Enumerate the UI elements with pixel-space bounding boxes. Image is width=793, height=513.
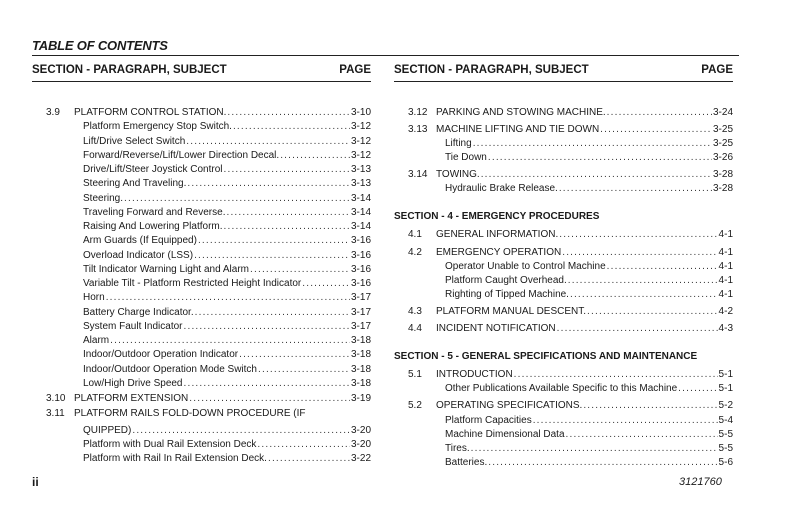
toc-entry-page: 5-1 xyxy=(718,369,733,380)
toc-entry-page: 3-18 xyxy=(350,377,371,389)
toc-entry-number: 3.11 xyxy=(46,408,65,420)
toc-entry[interactable] xyxy=(394,137,733,151)
toc-entry[interactable] xyxy=(32,234,371,248)
toc-entry[interactable] xyxy=(32,163,371,177)
toc-entry[interactable] xyxy=(394,456,733,470)
toc-entry-label: PLATFORM EXTENSION xyxy=(74,393,189,404)
toc-entry-page: 4-1 xyxy=(718,289,733,300)
toc-entry-label: PLATFORM CONTROL STATION. xyxy=(74,107,227,118)
toc-entry-label: Steering And Traveling. xyxy=(83,178,187,190)
toc-entry[interactable] xyxy=(32,249,371,263)
dot-leader xyxy=(302,277,350,291)
toc-entry[interactable] xyxy=(32,106,371,120)
toc-entry-label: EMERGENCY OPERATION xyxy=(436,247,562,258)
toc-entry[interactable] xyxy=(394,288,733,302)
toc-entry[interactable] xyxy=(394,414,733,428)
toc-entry[interactable] xyxy=(32,206,371,220)
toc-entry-label: Indoor/Outdoor Operation Indicator xyxy=(83,349,239,361)
toc-entry-page: 3-12 xyxy=(350,149,371,161)
toc-entry-page: 3-18 xyxy=(350,363,371,375)
dot-leader xyxy=(583,399,717,413)
toc-entry[interactable] xyxy=(32,363,371,377)
toc-entry-label: Steering. xyxy=(83,192,124,204)
dot-leader xyxy=(194,249,350,263)
dot-leader xyxy=(110,334,350,348)
toc-entry[interactable] xyxy=(394,399,733,413)
section-heading[interactable]: SECTION - 4 - EMERGENCY PROCEDURES xyxy=(394,211,600,222)
dot-leader xyxy=(239,348,350,362)
toc-entry[interactable] xyxy=(394,246,733,260)
toc-entry[interactable] xyxy=(394,368,733,382)
dot-leader xyxy=(488,151,712,165)
dot-leader xyxy=(224,163,350,177)
toc-entry-label: Platform Capacities xyxy=(445,415,532,426)
toc-entry-page: 5-6 xyxy=(718,457,733,468)
dot-leader xyxy=(600,123,712,137)
toc-entry[interactable] xyxy=(32,291,371,305)
toc-entry-page: 5-4 xyxy=(718,415,733,426)
toc-entry[interactable] xyxy=(394,168,733,182)
toc-entry-page: 3-17 xyxy=(350,306,371,318)
toc-entry-number: 5.2 xyxy=(408,400,422,411)
toc-entry[interactable] xyxy=(32,220,371,234)
toc-entry-page: 3-18 xyxy=(350,349,371,361)
column-header-subject: SECTION - PARAGRAPH, SUBJECT xyxy=(394,64,589,76)
dot-leader xyxy=(514,368,718,382)
toc-entry[interactable] xyxy=(32,306,371,320)
column-header-divider xyxy=(32,81,371,82)
dot-leader xyxy=(587,305,718,319)
toc-entry-page: 3-19 xyxy=(350,393,371,404)
toc-entry-label: Tilt Indicator Warning Light and Alarm xyxy=(83,263,250,275)
dot-leader xyxy=(607,106,712,120)
toc-entry-page: 3-13 xyxy=(350,178,371,190)
toc-entry[interactable] xyxy=(32,452,371,466)
dot-leader xyxy=(233,120,350,134)
toc-entry[interactable] xyxy=(32,334,371,348)
dot-leader xyxy=(557,322,718,336)
toc-entry-page: 3-24 xyxy=(712,107,733,118)
toc-entry-page: 3-25 xyxy=(712,138,733,149)
dot-leader xyxy=(198,234,350,248)
toc-entry-label: Indoor/Outdoor Operation Mode Switch xyxy=(83,363,257,375)
toc-entry-number: 4.4 xyxy=(408,323,422,334)
dot-leader xyxy=(471,442,718,456)
dot-leader xyxy=(678,382,717,396)
dot-leader xyxy=(124,192,350,206)
dot-leader xyxy=(488,456,717,470)
dot-leader xyxy=(568,274,718,288)
toc-entry-page: 3-16 xyxy=(350,263,371,275)
dot-leader xyxy=(559,228,717,242)
dot-leader xyxy=(570,288,718,302)
toc-entry-label: Machine Dimensional Data xyxy=(445,429,565,440)
column-header-divider xyxy=(394,81,733,82)
toc-entry-page: 3-28 xyxy=(712,183,733,194)
toc-entry-page: 3-14 xyxy=(350,192,371,204)
dot-leader xyxy=(189,392,350,406)
toc-entry-page: 3-10 xyxy=(350,107,371,118)
toc-entry-page: 3-20 xyxy=(350,424,371,436)
toc-entry[interactable] xyxy=(32,438,371,452)
toc-entry-page: 3-12 xyxy=(350,135,371,147)
toc-entry-page: 3-20 xyxy=(350,438,371,450)
toc-entry-page: 3-22 xyxy=(350,453,371,464)
toc-entry[interactable] xyxy=(32,135,371,149)
toc-entry-label: Alarm xyxy=(83,335,110,346)
toc-entry-label: Platform Caught Overhead. xyxy=(445,275,567,286)
toc-entry[interactable] xyxy=(32,392,371,406)
title-divider xyxy=(32,55,739,56)
dot-leader xyxy=(607,260,718,274)
toc-entry-number: 3.12 xyxy=(408,107,428,118)
dot-leader xyxy=(106,291,350,305)
toc-entry[interactable] xyxy=(32,277,371,291)
toc-entry-page: 4-2 xyxy=(718,306,733,317)
toc-entry-label: PLATFORM RAILS FOLD-DOWN PROCEDURE (IF xyxy=(74,408,306,420)
dot-leader xyxy=(187,177,350,191)
toc-entry-label: Other Publications Available Specific to this Machine xyxy=(445,383,678,394)
column-header xyxy=(394,64,733,80)
toc-entry[interactable] xyxy=(394,322,733,336)
toc-entry-page: 5-1 xyxy=(718,383,733,394)
toc-entry-number: 5.1 xyxy=(408,369,422,380)
toc-entry[interactable] xyxy=(394,305,733,319)
toc-entry-label: INTRODUCTION xyxy=(436,369,513,380)
toc-entry-page: 3-25 xyxy=(712,124,733,135)
column-header-page: PAGE xyxy=(701,64,733,76)
toc-entry-label: Lift/Drive Select Switch xyxy=(83,135,186,147)
toc-entry-page: 3-13 xyxy=(350,164,371,175)
toc-entry-number: 4.1 xyxy=(408,229,422,240)
toc-entry-page: 4-1 xyxy=(718,275,733,286)
toc-entry-page: 5-5 xyxy=(718,443,733,454)
toc-entry[interactable] xyxy=(394,442,733,456)
toc-entry-label: Batteries. xyxy=(445,457,488,468)
toc-entry-label: Righting of Tipped Machine. xyxy=(445,289,569,300)
toc-entry[interactable] xyxy=(32,120,371,134)
toc-entry-label: Overload Indicator (LSS) xyxy=(83,249,194,261)
dot-leader xyxy=(186,135,350,149)
toc-entry-page: 4-1 xyxy=(718,229,733,240)
toc-entry-label: GENERAL INFORMATION. xyxy=(436,229,559,240)
toc-entry-page: 3-17 xyxy=(350,292,371,304)
toc-entry-page: 5-2 xyxy=(718,400,733,411)
dot-leader xyxy=(258,363,350,377)
toc-entry-page: 3-16 xyxy=(350,278,371,289)
toc-entry[interactable] xyxy=(32,149,371,163)
section-heading[interactable]: SECTION - 5 - GENERAL SPECIFICATIONS AND MAINTENANCE xyxy=(394,351,698,362)
toc-entry-label: Tires. xyxy=(445,443,470,454)
toc-entry-number: 4.3 xyxy=(408,306,422,317)
dot-leader xyxy=(473,137,712,151)
document-number: 3121760 xyxy=(679,476,722,488)
toc-entry-label: QUIPPED) xyxy=(83,424,132,436)
toc-entry-label: MACHINE LIFTING AND TIE DOWN xyxy=(436,124,600,135)
toc-entry-page: 4-1 xyxy=(718,247,733,258)
toc-entry[interactable] xyxy=(32,263,371,277)
toc-entry[interactable] xyxy=(394,151,733,165)
toc-entry-page: 5-5 xyxy=(718,429,733,440)
toc-entry-label: Arm Guards (If Equipped) xyxy=(83,235,197,247)
column-header-page: PAGE xyxy=(339,64,371,76)
dot-leader xyxy=(280,149,350,163)
column-header xyxy=(32,64,371,80)
toc-entry-label: Traveling Forward and Reverse. xyxy=(83,206,226,218)
toc-entry[interactable] xyxy=(394,106,733,120)
toc-entry[interactable] xyxy=(32,348,371,362)
dot-leader xyxy=(226,206,350,220)
toc-entry-page: 4-3 xyxy=(718,323,733,334)
toc-entry-number: 4.2 xyxy=(408,247,422,258)
toc-entry[interactable] xyxy=(32,377,371,391)
toc-entry-page: 3-14 xyxy=(350,221,371,232)
toc-entry-page: 3-18 xyxy=(350,335,371,346)
toc-entry[interactable] xyxy=(394,274,733,288)
toc-entry-label: Forward/Reverse/Lift/Lower Direction Decal. xyxy=(83,149,280,161)
toc-entry-label: System Fault Indicator xyxy=(83,320,183,332)
dot-leader xyxy=(562,246,717,260)
toc-entry-page: 3-14 xyxy=(350,206,371,218)
toc-entry-label: PLATFORM MANUAL DESCENT. xyxy=(436,306,587,317)
toc-entry-label: Horn xyxy=(83,292,105,304)
toc-entry[interactable] xyxy=(394,123,733,137)
dot-leader xyxy=(566,428,718,442)
dot-leader xyxy=(132,424,350,438)
toc-entry-label: TOWING. xyxy=(436,169,480,180)
dot-leader xyxy=(184,377,350,391)
toc-entry-label: Hydraulic Brake Release. xyxy=(445,183,558,194)
toc-entry-page: 4-1 xyxy=(718,261,733,272)
toc-entry[interactable] xyxy=(394,182,733,196)
toc-entry-label: Battery Charge Indicator. xyxy=(83,306,194,318)
dot-leader xyxy=(224,220,350,234)
toc-entry-label: Lifting xyxy=(445,138,472,149)
toc-entry-page: 3-17 xyxy=(350,320,371,332)
dot-leader xyxy=(533,414,718,428)
toc-entry-number: 3.10 xyxy=(46,393,66,404)
toc-entry-label: Platform with Dual Rail Extension Deck xyxy=(83,438,257,450)
dot-leader xyxy=(268,452,350,466)
toc-entry-label: Platform Emergency Stop Switch. xyxy=(83,121,232,133)
toc-entry-label: Platform with Rail In Rail Extension Deck. xyxy=(83,453,267,464)
toc-entry[interactable] xyxy=(394,228,733,242)
toc-entry-label: Variable Tilt - Platform Restricted Height Indicator xyxy=(83,278,302,289)
toc-entry-number: 3.9 xyxy=(46,107,60,118)
dot-leader xyxy=(559,182,712,196)
toc-entry[interactable] xyxy=(32,192,371,206)
toc-entry[interactable] xyxy=(32,407,371,421)
toc-entry[interactable] xyxy=(394,260,733,274)
dot-leader xyxy=(195,306,350,320)
toc-entry-label: Tie Down xyxy=(445,152,487,163)
toc-entry-number: 3.13 xyxy=(408,124,428,135)
dot-leader xyxy=(183,320,350,334)
toc-entry-label: Drive/Lift/Steer Joystick Control xyxy=(83,164,223,175)
toc-entry-number: 3.14 xyxy=(408,169,428,180)
page-title: TABLE OF CONTENTS xyxy=(32,38,168,53)
toc-entry-page: 3-12 xyxy=(350,121,371,133)
dot-leader xyxy=(257,438,350,452)
toc-right-column xyxy=(394,64,733,468)
toc-entry[interactable] xyxy=(394,428,733,442)
toc-entry-label: Low/High Drive Speed xyxy=(83,377,183,389)
toc-entry-page: 3-28 xyxy=(712,169,733,180)
dot-leader xyxy=(481,168,712,182)
toc-entry[interactable] xyxy=(32,424,371,438)
dot-leader xyxy=(250,263,350,277)
dot-leader xyxy=(227,106,350,120)
toc-entry-page: 3-16 xyxy=(350,249,371,261)
toc-entry[interactable] xyxy=(394,382,733,396)
column-header-subject: SECTION - PARAGRAPH, SUBJECT xyxy=(32,64,227,76)
page-number: ii xyxy=(32,475,39,489)
toc-entry-label: OPERATING SPECIFICATIONS. xyxy=(436,400,583,411)
toc-entry-label: INCIDENT NOTIFICATION xyxy=(436,323,556,334)
toc-entry[interactable] xyxy=(32,320,371,334)
toc-entry-label: PARKING AND STOWING MACHINE. xyxy=(436,107,606,118)
toc-entry[interactable] xyxy=(32,177,371,191)
toc-entry-label: Raising And Lowering Platform. xyxy=(83,221,223,232)
toc-left-column xyxy=(32,64,371,464)
toc-entry-page: 3-16 xyxy=(350,235,371,247)
toc-entry-label: Operator Unable to Control Machine xyxy=(445,261,606,272)
toc-entry-page: 3-26 xyxy=(712,152,733,163)
